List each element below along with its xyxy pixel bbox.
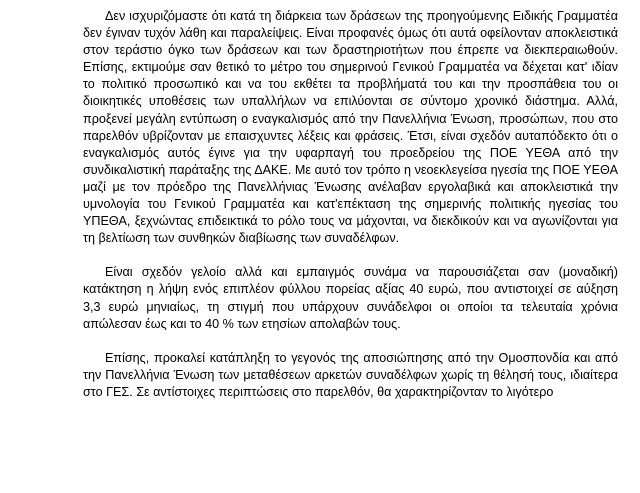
paragraph-1: Δεν ισχυριζόμαστε ότι κατά τη διάρκεια των δράσεων της προηγούμενης Ειδικής Γραμματέα δεν έγιναν τυχόν λάθη και παραλείψεις. Είναι προφανές όμως ότι αυτά οφείλονταν αποκλειστικά στον τεράστιο όγκο των δράσεων και των δραστηριοτήτων που έπρεπε να διεκπεραιωθούν. Επίσης, εκτιμούμε σαν θετικό το μέτρο του σημερινού Γενικού Γραμματέα να δέχεται κατ' ιδίαν το πολιτικό προσωπικό και να του εκθέτει τα προβλήματά του και την προσπάθεια του οι διοικητικές υποθέσεις των υπαλλήλων να επιλύονται σε σύντομο χρονικό διάστημα. Αλλά, προξενεί μεγάλη εντύπωση ο εναγκαλισμός από την Πανελλήνια Ένωση, προσώπων, που στο παρελθόν υβρίζονταν με επαισχυντες λέξεις και φράσεις. Έτσι, είναι σχεδόν αυταπόδεκτο ότι ο εναγκαλισμός αυτός έγινε για την υφαρπαγή του προεδρείου της ΠΟΕ ΥΕΘΑ από την συνδικαλιστική παράταξης της ΔΑΚΕ. Με αυτό τον τρόπο η νεοεκλεγείσα ηγεσία της ΠΟΕ ΥΕΘΑ μαζί με τον πρόεδρο της Πανελλήνιας Ένωσης ανέλαβαν εργολαβικά και αποκλειστικά την υμνολογία του Γενικού Γραμματέα και κατ'επέκταση της σημερινής πολιτικής ηγεσίας του ΥΠΕΘΑ, ξεχνώντας επιδεικτικά το ρόλο τους να μάχονται, να διεκδικούν και να αγωνίζονται για τη βελτίωση των συνθηκών διαβίωσης των συναδέλφων.: [83, 9, 618, 246]
paragraph-3: Επίσης, προκαλεί κατάπληξη το γεγονός της αποσιώπησης από την Ομοσπονδία και από την Πανελλήνια Ένωση των μεταθέσεων αρκετών συναδέλφων χωρίς τη θέλησή τους, ιδιαίτερα στο ΓΕΣ. Σε αντίστοιχες περιπτώσεις στο παρελθόν, θα χαρακτηρίζονταν το λιγότερο: [83, 350, 618, 399]
paragraph-2: Είναι σχεδόν γελοίο αλλά και εμπαιγμός συνάμα να παρουσιάζεται σαν (μοναδική) κατάκτηση η λήψη ενός επιπλέον φύλλου πορείας αξίας 40 ευρώ, που αντιστοιχεί σε αύξηση 3,3 ευρώ μηνιαίως, τη στιγμή που υπάρχουν συνάδελφοι οι οποίοι τα τελευταία χρόνια απώλεσαν έως και το 40 % των ετησίων απολαβών τους.: [83, 265, 618, 331]
